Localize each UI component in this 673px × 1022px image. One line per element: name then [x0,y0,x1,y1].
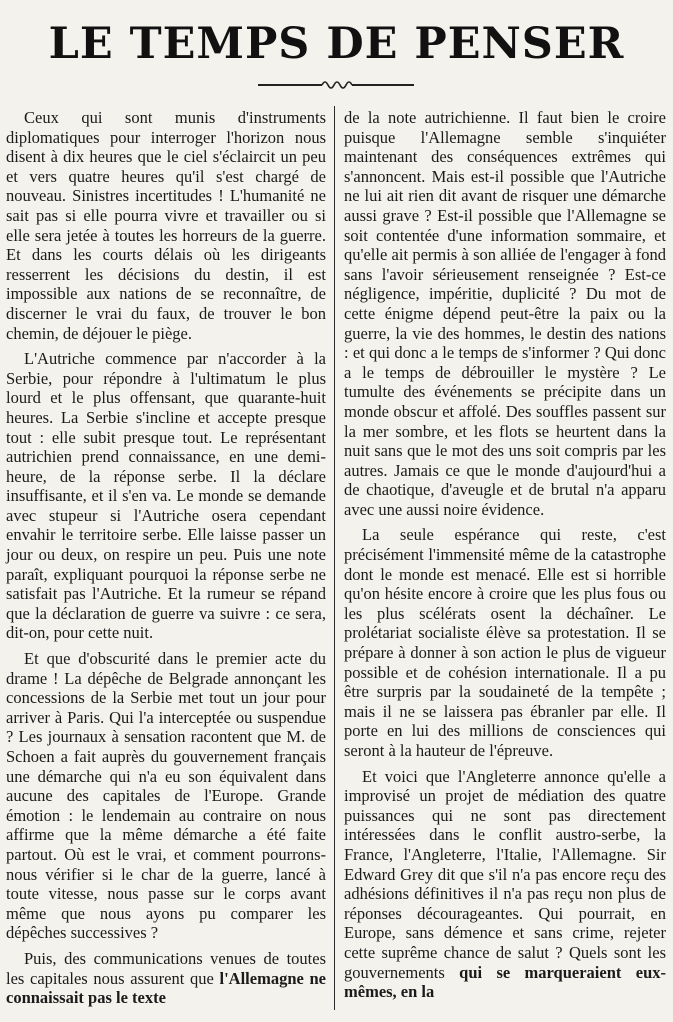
bold-text: l'Allemagne ne connaissait pas le texte [6,968,326,1008]
ornament-divider [258,77,414,93]
headline: LE TEMPS DE PENSER [48,19,625,69]
paragraph-text: Puis, des communications venues de toutes les capitales nous assurent que [6,948,326,988]
paragraph: Ceux qui sont munis d'instruments diplomatiques pour interroger l'horizon nous disent à dix heures que le ciel s'éclaircit un peu et vers quatre heures qu'il s'est chargé de nouveau. Sinistres incertitudes ! L'humanité ne sait pas si elle pourra vivre et travailler ou si elle sera jetée à toutes les horreurs de la guerre. Et dans les courts délais où les dirigeants resserrent les décisions du destin, il est impossible aux nations de se reconnaître, de discerner le vrai du faux, de trouver le bon chemin, de déjouer le piège. [6,108,326,343]
paragraph [6,949,326,1008]
article-column-right [344,108,666,1008]
paragraph: L'Autriche commence par n'accorder à la Serbie, pour répondre à l'ultimatum le plus lourd et le plus offensant, que quarante-huit heures. La Serbie s'incline et accepte presque tout : elle subit presque tout. Le représentant autrichien prend connaissance, en une demi-heure, de la réponse serbe. Il la déclare insuffisante, et il s'en va. Le monde se demande avec stupeur si l'Autriche osera cependant envahir le territoire serbe. Elle laisse passer un jour ou deux, on respire un peu. Puis une note paraît, expliquant pourquoi la réponse serbe ne satisfait pas l'Autriche. Et la rumeur se répand que la déclaration de guerre va suivre : ce sera, dit-on, pour cette nuit. [6,349,326,643]
article-column-left [6,108,326,1014]
paragraph: La seule espérance qui reste, c'est précisément l'immensité même de la catastrophe dont le monde est menacé. Elle est si horrible qu'on hésite encore à croire que les plus fous ou les plus scélérats osent la déchaîner. Le prolétariat socialiste élève sa protestation. Il se prépare à donner à son action le plus de vigueur possible et de cohésion internationale. Il a pu être surpris par la soudaineté de la tempête ; mais il ne se laissera pas ébranler par elle. Il porte en lui des millions de consciences qui seront à la hauteur de l'épreuve. [344,525,666,760]
paragraph [344,767,666,1002]
paragraph-text: Et voici que l'Angleterre annonce qu'elle a improvisé un projet de médiation des quatre puissances qui ne sont pas directement intéressées dans le conflit austro-serbe, la France, l'Angleterre, l'Italie, l'Allemagne. Sir Edward Grey dit que s'il n'a pas encore reçu des adhésions définitives il n'a pas reçu non plus de réponses décourageantes. Qui pourrait, en Europe, sans démence et sans crime, rejeter cette suprême chance de salut ? Quels sont les gouvernements [344,766,666,982]
paragraph: Et que d'obscurité dans le premier acte du drame ! La dépêche de Belgrade annonçant les concessions de la Serbie met tout un jour pour arriver à Paris. Qui l'a interceptée ou suspendue ? Les journaux à sensation racontent que M. de Schoen a fait auprès du gouvernement français une démarche qui n'a eu son équivalent dans aucune des capitales de l'Europe. Grande émotion : le lendemain au contraire on nous affirme que la même démarche a été faite partout. Où est le vrai, et comment pourrons-nous vérifier si le char de la guerre, lancé à toute vitesse, nous passe sur le corps avant même que nous ayons pu comparer les dépêches successives ? [6,649,326,943]
bold-text: qui se marqueraient eux-mêmes, en la [344,962,666,1002]
column-divider [334,106,335,1010]
paragraph: de la note autrichienne. Il faut bien le croire puisque l'Allemagne semble s'inquiéter maintenant des conséquences extrêmes qui s'annoncent. Mais est-il possible que l'Autriche ne lui ait rien dit avant de risquer une démarche aussi grave ? Est-il possible que l'Allemagne se soit contentée d'une information sommaire, et qu'elle ait permis à son alliée de l'engager à fond sans l'avoir sérieusement renseignée ? Est-ce négligence, impéritie, duplicité ? Du mot de cette énigme dépend peut-être la paix ou la guerre, la vie des hommes, le destin des nations : et qui donc a le temps de s'informer ? Qui donc a le temps de débrouiller le mystère ? Le tumulte des événements se précipite dans un monde obscur et affolé. Des souffles passent sur la mer sombre, et les flots se heurtent dans la nuit sans que le mot des uns soit compris par les autres. Jamais ce que le monde d'aujourd'hui a de chaotique, d'aveugle et de brutal n'a apparu avec une aussi noire évidence. [344,108,666,519]
